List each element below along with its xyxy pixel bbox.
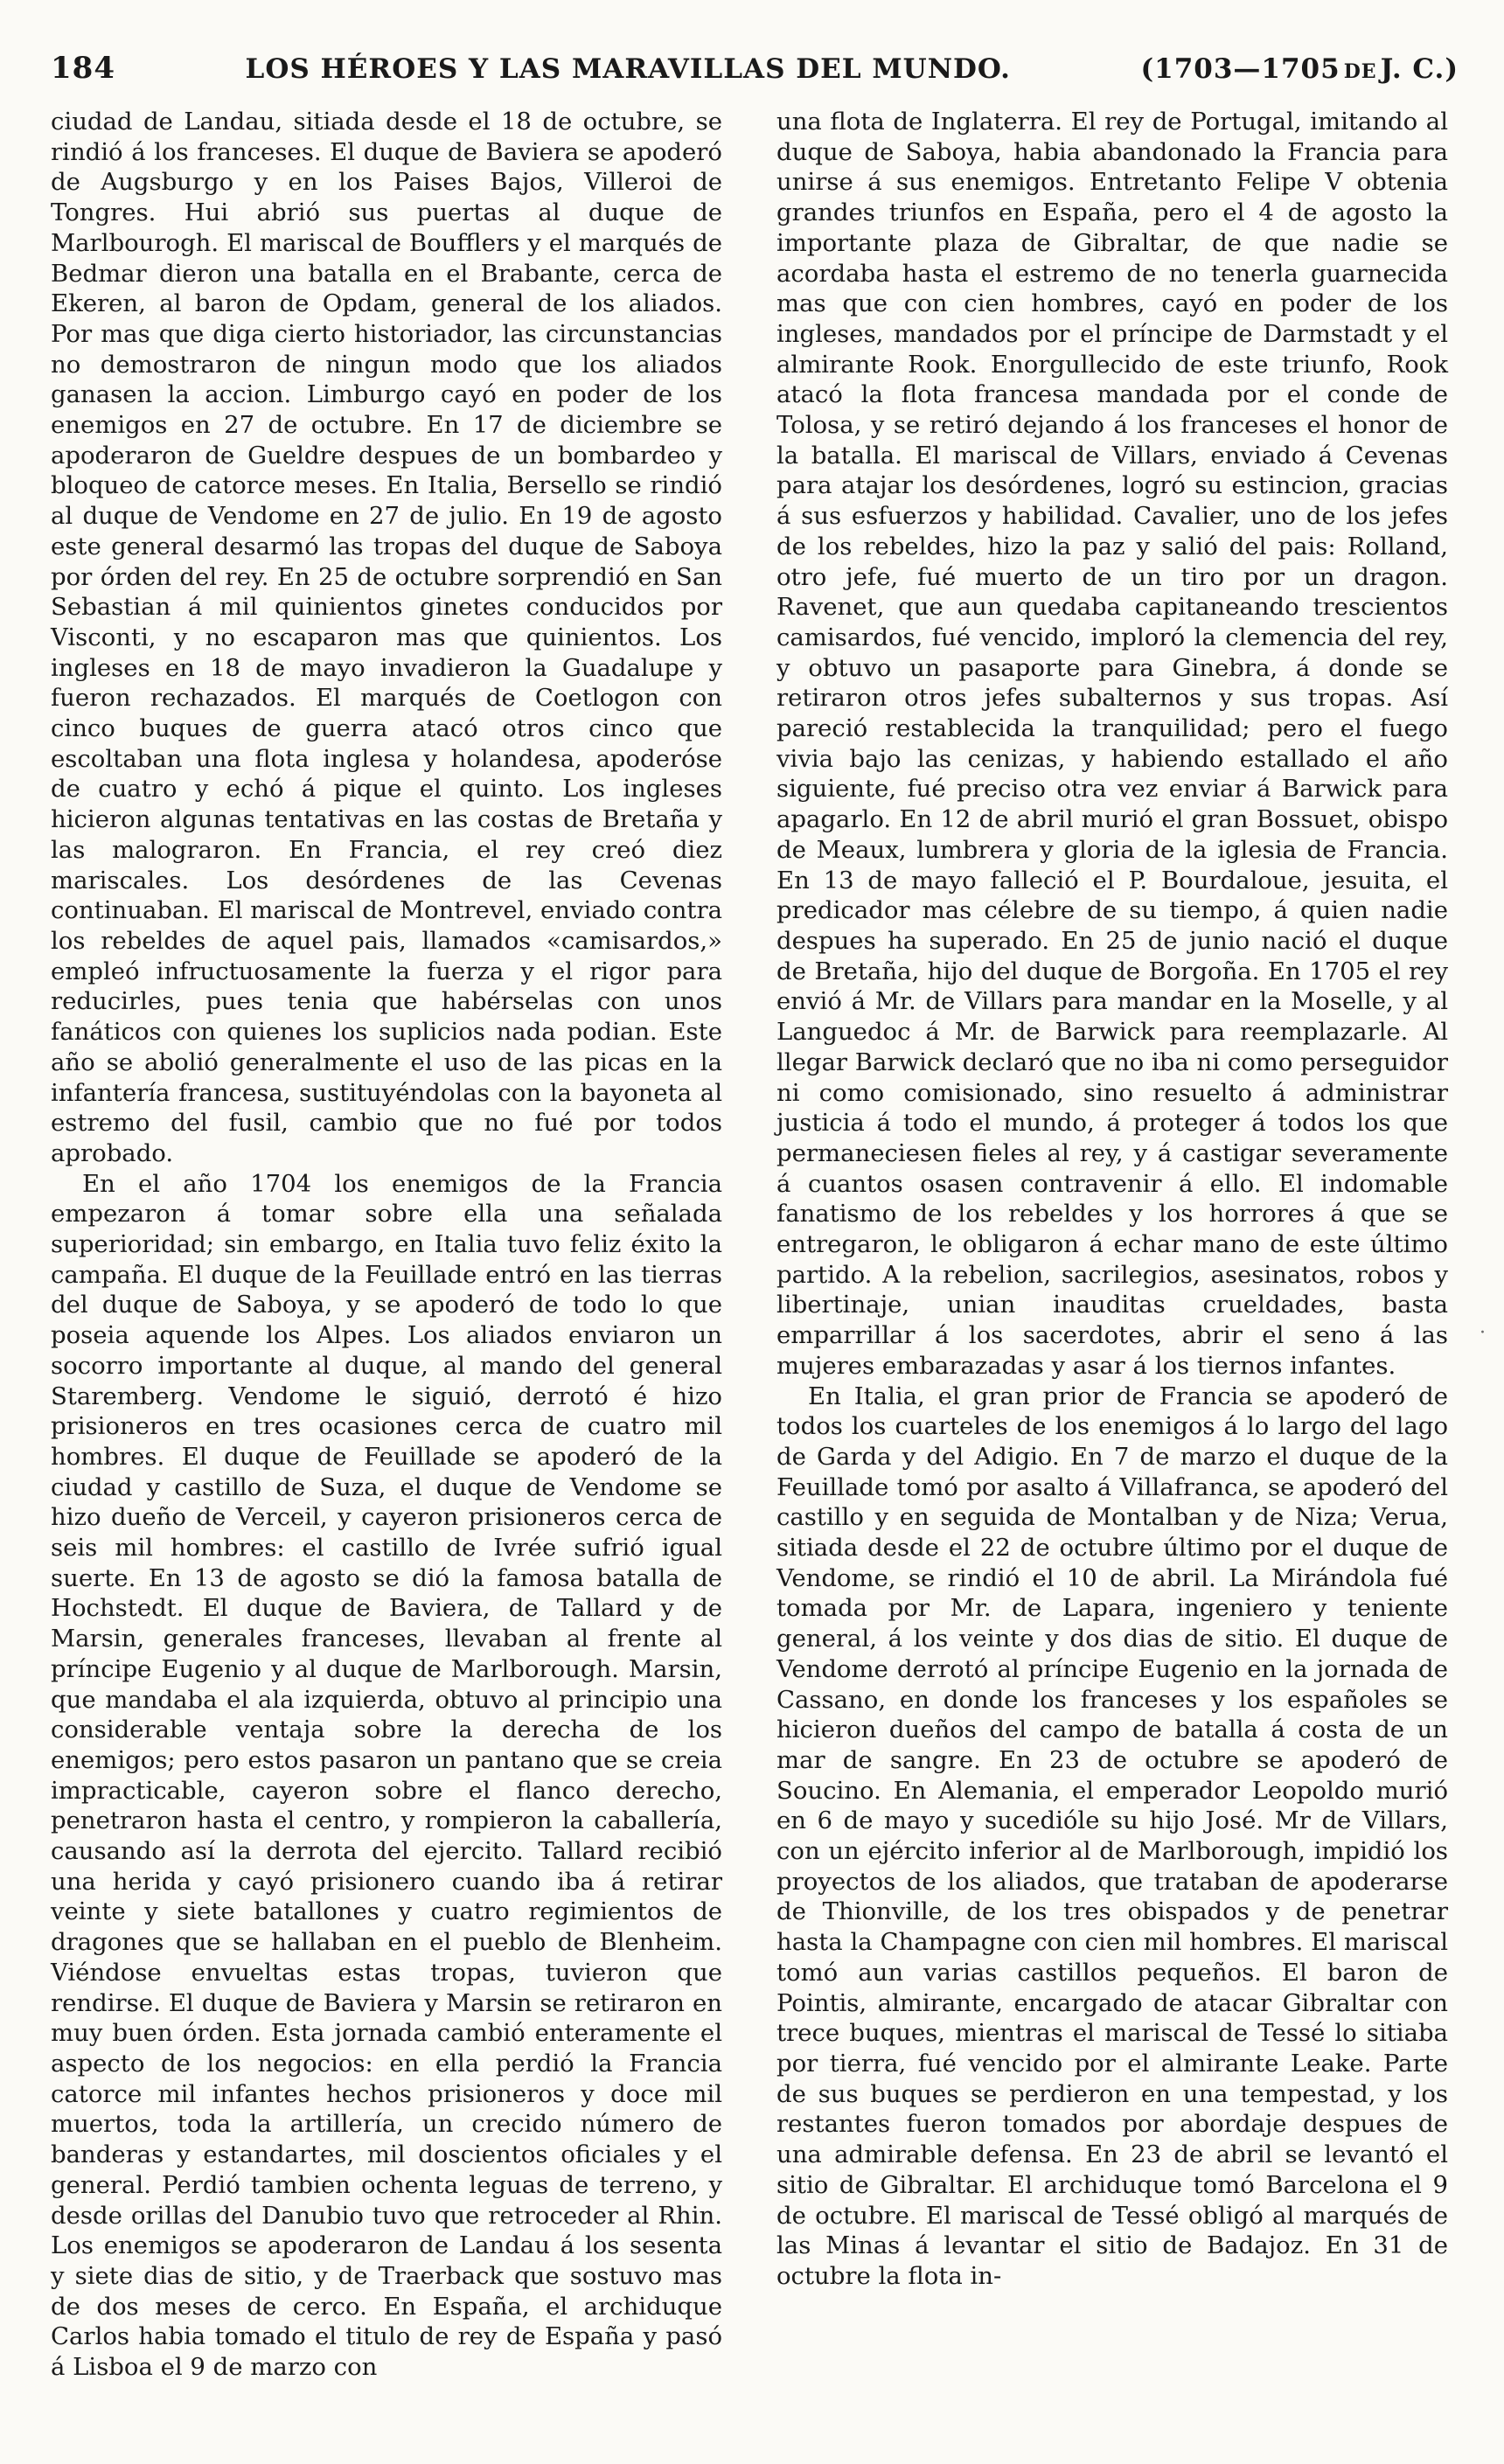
date-range-end: J. C.) — [1380, 53, 1459, 85]
right-column — [776, 107, 1448, 2292]
left-paragraph-2: En el año 1704 los enemigos de la Francia empezaron á tomar sobre ella una señalada superioridad; sin embargo, en Italia tuvo feliz éxito la campaña. El duque de la Feuillade entró en las tierras del duque de Saboya, y se apoderó de todo lo que poseia aquende los Alpes. Los aliados enviaron un socorro importante al duque, al mando del general Staremberg. Vendome le siguió, derrotó é hizo prisioneros en tres ocasiones cerca de cuatro mil hombres. El duque de Feuillade se apoderó de la ciudad y castillo de Suza, el duque de Vendome se hizo dueño de Verceil, y cayeron prisioneros cerca de seis mil hombres: el castillo de Ivrée sufrió igual suerte. En 13 de agosto se dió la famosa batalla de Hochstedt. El duque de Baviera, de Tallard y de Marsin, generales franceses, llevaban al frente al príncipe Eugenio y al duque de Marlborough. Marsin, que mandaba el ala izquierda, obtuvo al principio una considerable ventaja sobre la derecha de los enemigos; pero estos pasaron un pantano que se creia impracticable, cayeron sobre el flanco derecho, penetraron hasta el centro, y rompieron la caballería, causando así la derrota del ejercito. Tallard recibió una herida y cayó prisionero cuando iba á retirar veinte y siete batallones y cuatro regimientos de dragones que se hallaban en el pueblo de Blenheim. Viéndose envueltas estas tropas, tuvieron que rendirse. El duque de Baviera y Marsin se retiraron en muy buen órden. Esta jornada cambió enteramente el aspecto de los negocios: en ella perdió la Francia catorce mil infantes hechos prisioneros y doce mil muertos, toda la artillería, un crecido número de banderas y estandartes, mil doscientos oficiales y el general. Perdió tambien ochenta leguas de terreno, y desde orillas del Danubio tuvo que retroceder al Rhin. Los enemigos se apoderaron de Landau á los sesenta y siete dias de sitio, y de Traerback que sostuvo mas de dos meses de cerco. En España, el archiduque Carlos habia tomado el titulo de rey de España y pasó á Lisboa el 9 de marzo con — [51, 1169, 722, 2382]
page-number: 184 — [51, 51, 115, 86]
date-range — [1140, 53, 1459, 85]
left-paragraph-1: ciudad de Landau, sitiada desde el 18 de octubre, se rindió á los franceses. El duque de Baviera se apoderó de Augsburgo y en los Paises Bajos, Villeroi de Tongres. Hui abrió sus puertas al duque de Marlbourogh. El mariscal de Boufflers y el marqués de Bedmar dieron una batalla en el Brabante, cerca de Ekeren, al baron de Opdam, general de los aliados. Por mas que diga cierto historiador, las circunstancias no demostraron de ningun modo que los aliados ganasen la accion. Limburgo cayó en poder de los enemigos en 27 de octubre. En 17 de diciembre se apoderaron de Gueldre despues de un bombardeo y bloqueo de catorce meses. En Italia, Bersello se rindió al duque de Vendome en 27 de julio. En 19 de agosto este general desarmó las tropas del duque de Saboya por órden del rey. En 25 de octubre sorprendió en San Sebastian á mil quinientos ginetes conducidos por Visconti, y no escaparon mas que quinientos. Los ingleses en 18 de mayo invadieron la Guadalupe y fueron rechazados. El marqués de Coetlogon con cinco buques de guerra atacó otros cinco que escoltaban una flota inglesa y holandesa, apoderóse de cuatro y echó á pique el quinto. Los ingleses hicieron algunas tentativas en las costas de Bretaña y las malograron. En Francia, el rey creó diez mariscales. Los desórdenes de las Cevenas continuaban. El mariscal de Montrevel, enviado contra los rebeldes de aquel pais, llamados «camisardos,» empleó infructuosamente la fuerza y el rigor para reducirles, pues tenia que habérselas con unos fanáticos con quienes los suplicios nada podian. Este año se abolió generalmente el uso de las picas en la infantería francesa, sustituyéndolas con la bayoneta al estremo del fusil, cambio que no fué por todos aprobado. — [51, 108, 722, 1167]
running-title: LOS HÉROES Y LAS MARAVILLAS DEL MUNDO. — [245, 53, 1011, 85]
margin-mark: · — [1480, 1322, 1486, 1344]
date-range-suffix: DE — [1343, 60, 1377, 83]
left-column — [51, 107, 722, 2383]
date-range-start: (1703—1705 — [1140, 53, 1340, 85]
running-header — [51, 51, 1459, 94]
right-paragraph-1: una flota de Inglaterra. El rey de Portugal, imitando al duque de Saboya, habia abandonado la Francia para unirse á sus enemigos. Entretanto Felipe V obtenia grandes triunfos en España, pero el 4 de agosto la importante plaza de Gibraltar, de que nadie se acordaba hasta el estremo de no tenerla guarnecida mas que con cien hombres, cayó en poder de los ingleses, mandados por el príncipe de Darmstadt y el almirante Rook. Enorgullecido de este triunfo, Rook atacó la flota francesa mandada por el conde de Tolosa, y se retiró dejando á los franceses el honor de la batalla. El mariscal de Villars, enviado á Cevenas para atajar los desórdenes, logró su estincion, gracias á sus esfuerzos y habilidad. Cavalier, uno de los jefes de los rebeldes, hizo la paz y salió del pais: Rolland, otro jefe, fué muerto de un tiro por un dragon. Ravenet, que aun quedaba capitaneando trescientos camisardos, fué vencido, imploró la clemencia del rey, y obtuvo un pasaporte para Ginebra, á donde se retiraron otros jefes subalternos y sus tropas. Así pareció restablecida la tranquilidad; pero el fuego vivia bajo las cenizas, y habiendo estallado el año siguiente, fué preciso otra vez enviar á Barwick para apagarlo. En 12 de abril murió el gran Bossuet, obispo de Meaux, lumbrera y gloria de la iglesia de Francia. En 13 de mayo falleció el P. Bourdaloue, jesuita, el predicador mas célebre de su tiempo, á quien nadie despues ha superado. En 25 de junio nació el duque de Bretaña, hijo del duque de Borgoña. En 1705 el rey envió á Mr. de Villars para mandar en la Moselle, y al Languedoc á Mr. de Barwick para reemplazarle. Al llegar Barwick declaró que no iba ni como perseguidor ni como comisionado, sino resuelto á administrar justicia á todo el mundo, á proteger á todos los que permaneciesen fieles al rey, y á castigar severamente á cuantos osasen contravenir á ello. El indomable fanatismo de los rebeldes y los horrores á que se entregaron, le obligaron á echar mano de este último partido. A la rebelion, sacrilegios, asesinatos, robos y libertinaje, unian inauditas crueldades, basta emparrillar á los sacerdotes, abrir el seno á las mujeres embarazadas y asar á los tiernos infantes. — [776, 108, 1448, 1380]
right-paragraph-2: En Italia, el gran prior de Francia se apoderó de todos los cuarteles de los enemigos á lo largo del lago de Garda y del Adigio. En 7 de marzo el duque de la Feuillade tomó por asalto á Villafranca, se apoderó del castillo y en seguida de Montalban y de Niza; Verua, sitiada desde el 22 de octubre último por el duque de Vendome, se rindió el 10 de abril. La Mirándola fué tomada por Mr. de Lapara, ingeniero y teniente general, á los veinte y dos dias de sitio. El duque de Vendome derrotó al príncipe Eugenio en la jornada de Cassano, en donde los franceses y los españoles se hicieron dueños del campo de batalla á costa de un mar de sangre. En 23 de octubre se apoderó de Soucino. En Alemania, el emperador Leopoldo murió en 6 de mayo y sucedióle su hijo José. Mr de Villars, con un ejército inferior al de Marlborough, impidió los proyectos de los aliados, que trataban de apoderarse de Thionville, de los tres obispados y de penetrar hasta la Champagne con cien mil hombres. El mariscal tomó aun varias castillos pequeños. El baron de Pointis, almirante, encargado de atacar Gibraltar con trece buques, mientras el mariscal de Tessé lo sitiaba por tierra, fué vencido por el almirante Leake. Parte de sus buques se perdieron en una tempestad, y los restantes fueron tomados por abordaje despues de una admirable defensa. En 23 de abril se levantó el sitio de Gibraltar. El archiduque tomó Barcelona el 9 de octubre. El mariscal de Tessé obligó al marqués de las Minas á levantar el sitio de Badajoz. En 31 de octubre la flota in- — [776, 1382, 1448, 2290]
